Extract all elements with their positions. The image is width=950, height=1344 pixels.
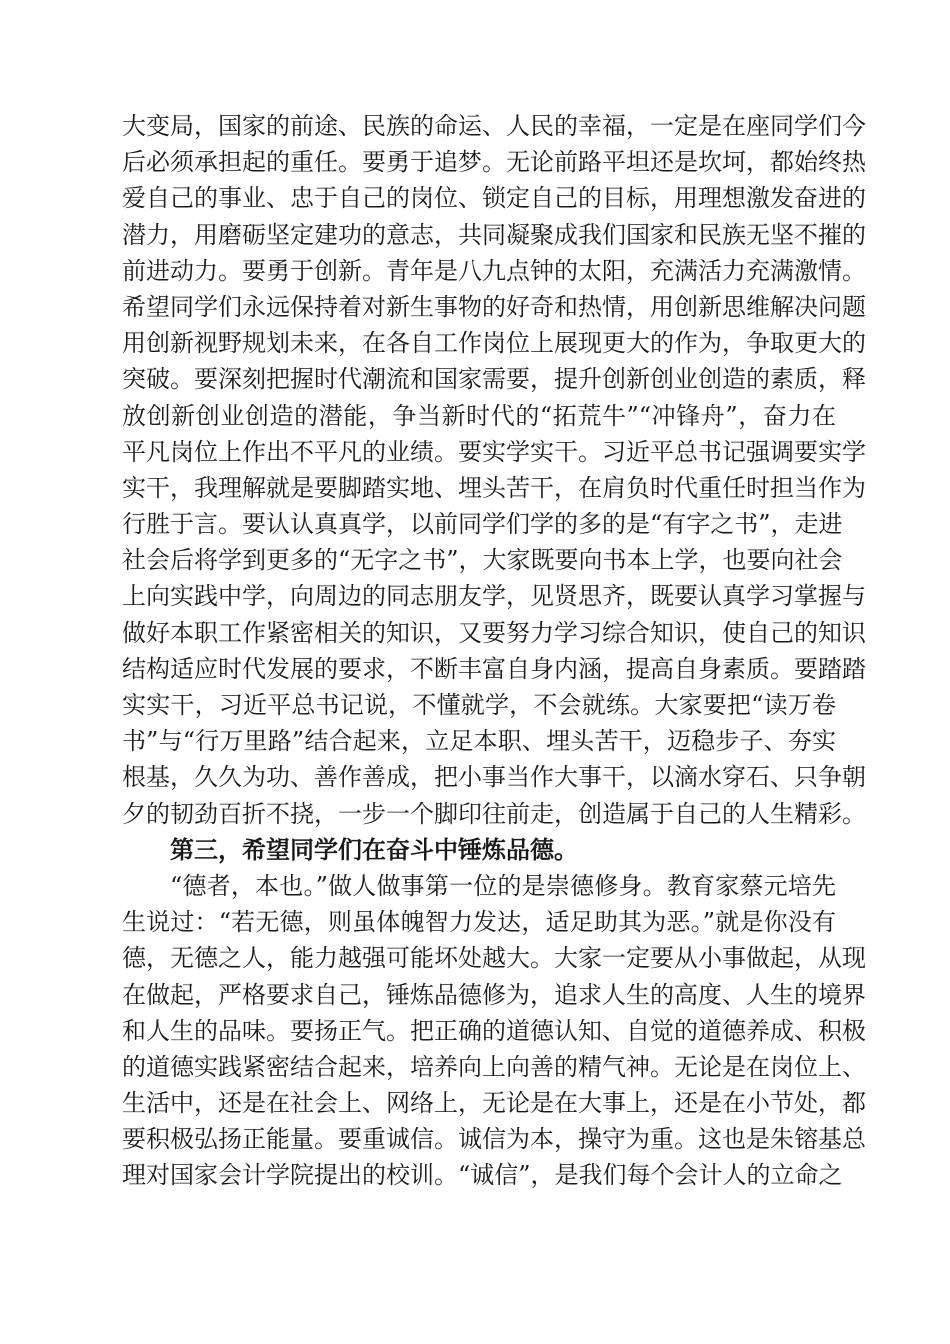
paragraph-line: 爱自己的事业、忠于自己的岗位、锁定自己的目标，用理想激发奋进的 [122,184,866,213]
paragraph-line: 结构适应时代发展的要求，不断丰富自身内涵，提高自身素质。要踏踏 [122,654,866,683]
paragraph-line: 生说过：“若无德，则虽体魄智力发达，适足助其为恶。”就是你没有 [122,908,836,937]
paragraph-line: 希望同学们永远保持着对新生事物的好奇和热情，用创新思维解决问题 [122,292,866,321]
paragraph-line: 在做起，严格要求自己，锤炼品德修为，追求人生的高度、人生的境界 [122,980,866,1009]
paragraph-line: 根基，久久为功、善作善成，把小事当作大事干，以滴水穿石、只争朝 [122,763,866,792]
paragraph-line: 前进动力。要勇于创新。青年是八九点钟的太阳，充满活力充满激情。 [122,256,866,285]
paragraph-line: 做好本职工作紧密相关的知识，又要努力学习综合知识，使自己的知识 [122,618,866,647]
paragraph-line: 大变局，国家的前途、民族的命运、人民的幸福，一定是在座同学们今 [122,112,866,140]
paragraph-line: 用创新视野规划未来，在各自工作岗位上展现更大的作为，争取更大的 [122,329,866,358]
paragraph-line: 潜力，用磨砺坚定建功的意志，共同凝聚成我们国家和民族无坚不摧的 [122,220,866,249]
paragraph-line: “德者，本也。”做人做事第一位的是崇德修身。教育家蔡元培先 [170,871,836,900]
paragraph-line: 的道德实践紧密结合起来，培养向上向善的精气神。无论是在岗位上、 [122,1052,866,1081]
paragraph-line: 上向实践中学，向周边的同志朋友学，见贤思齐，既要认真学习掌握与 [122,582,866,611]
paragraph-line: 突破。要深刻把握时代潮流和国家需要，提升创新创业创造的素质，释 [122,365,866,394]
section-heading: 第三，希望同学们在奋斗中锤炼品德。 [170,834,578,864]
paragraph-line: 书”与“行万里路”结合起来，立足本职、埋头苦干，迈稳步子、夯实 [122,727,836,756]
paragraph-line: 理对国家会计学院提出的校训。“诚信”，是我们每个会计人的立命之 [122,1161,843,1190]
paragraph-line: 和人生的品味。要扬正气。把正确的道德认知、自觉的道德养成、积极 [122,1016,866,1045]
paragraph-line: 要积极弘扬正能量。要重诚信。诚信为本，操守为重。这也是朱镕基总 [122,1125,866,1154]
paragraph-line: 行胜于言。要认认真真学，以前同学们学的多的是“有字之书”，走进 [122,510,843,539]
paragraph-line: 放创新创业创造的潜能，争当新时代的“拓荒牛”“冲锋舟”，奋力在 [122,401,836,430]
paragraph-line: 生活中，还是在社会上、网络上，无论是在大事上，还是在小节处，都 [122,1089,866,1118]
paragraph-line: 社会后将学到更多的“无字之书”，大家既要向书本上学，也要向社会 [122,546,843,575]
paragraph-line: 实实干，习近平总书记说，不懂就学，不会就练。大家要把“读万卷 [122,691,836,719]
paragraph-line: 平凡岗位上作出不平凡的业绩。要实学实干。习近平总书记强调要实学 [122,437,866,466]
paragraph-line: 后必须承担起的重任。要勇于追梦。无论前路平坦还是坎坷，都始终热 [122,148,866,177]
paragraph-line: 德，无德之人，能力越强可能坏处越大。大家一定要从小事做起，从现 [122,944,866,973]
document-page [122,108,866,1194]
paragraph-line: 实干，我理解就是要脚踏实地、埋头苦干，在肩负时代重任时担当作为 [122,473,866,502]
paragraph-line: 夕的韧劲百折不挠，一步一个脚印往前走，创造属于自己的人生精彩。 [122,799,866,828]
